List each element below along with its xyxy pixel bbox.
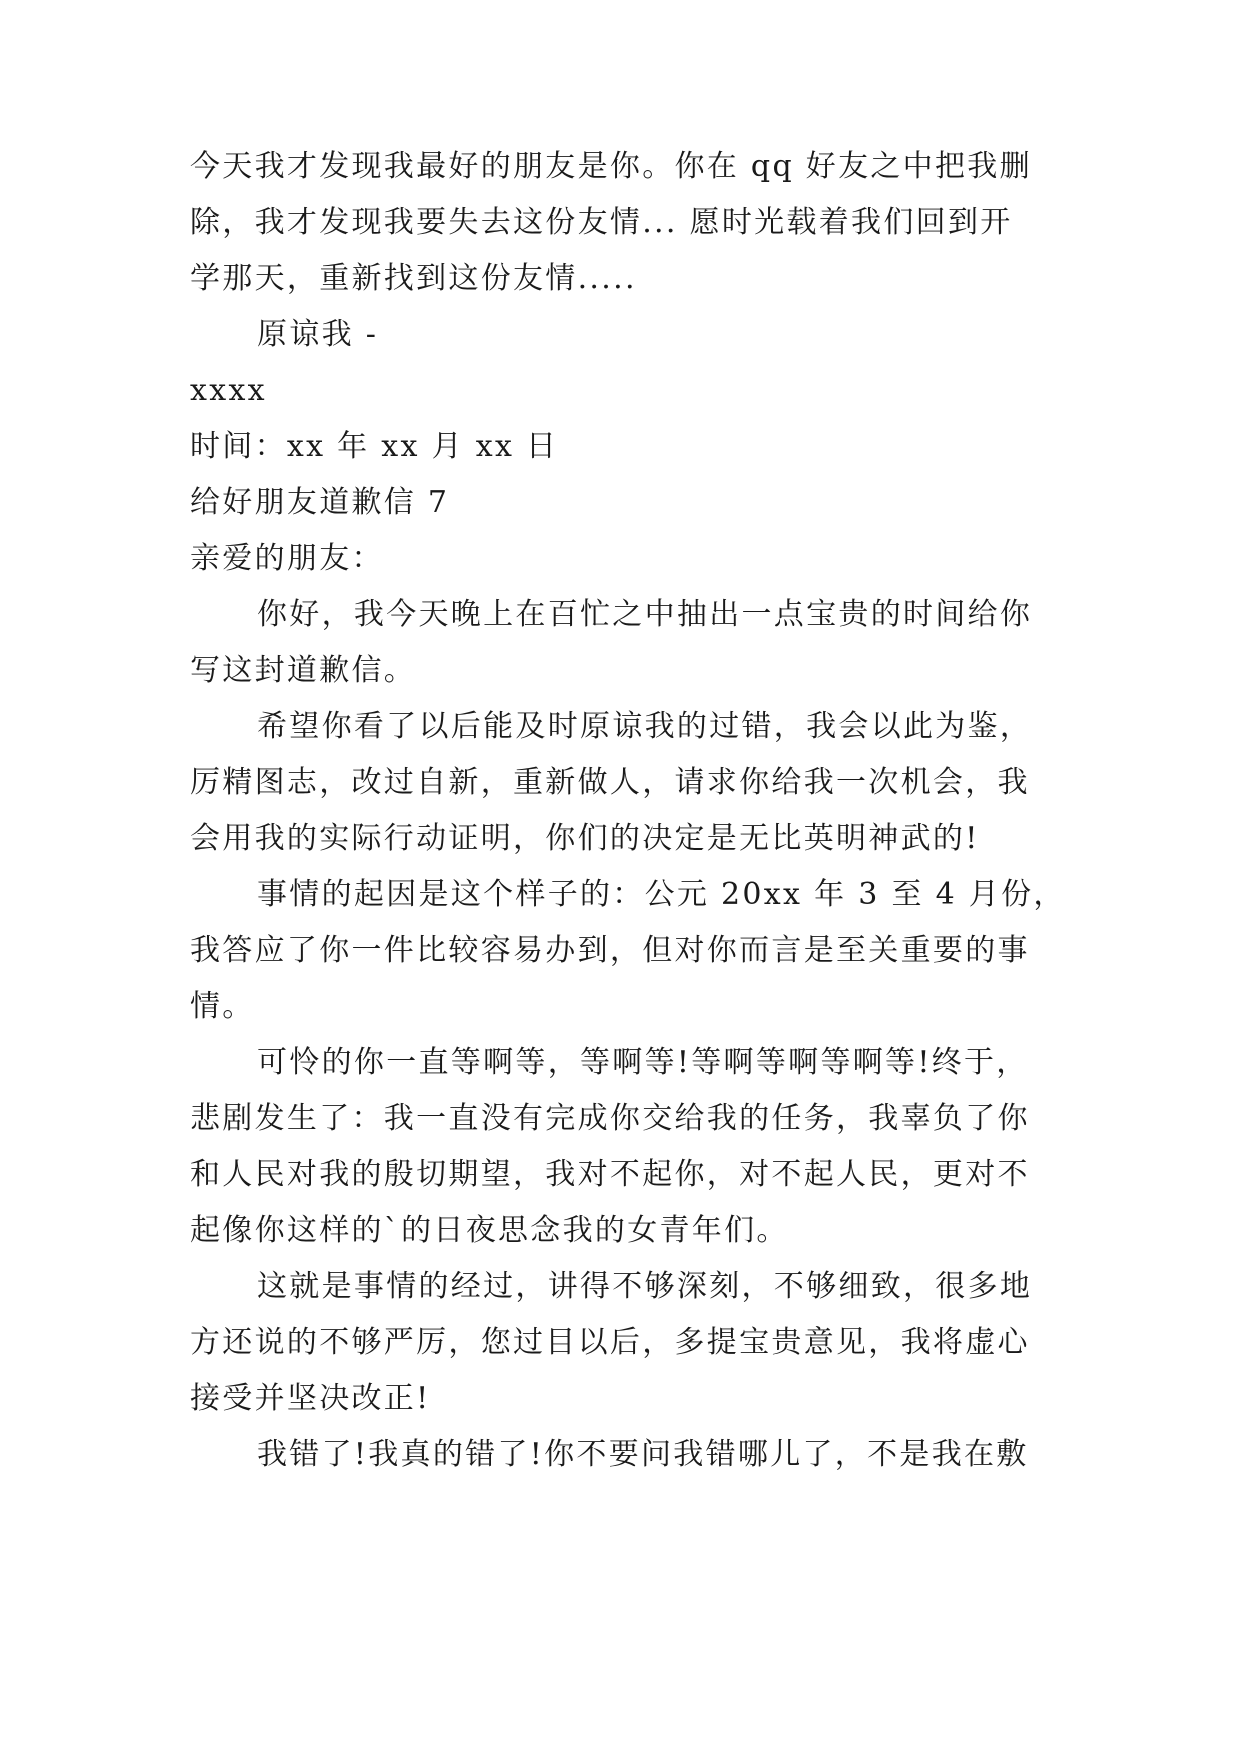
- letter-heading: 给好朋友道歉信 7: [190, 485, 450, 520]
- text-line: 厉精图志，改过自新，重新做人，请求你给我一次机会，我: [190, 765, 1030, 800]
- text-line: 情。: [190, 989, 255, 1024]
- text-line: 今天我才发现我最好的朋友是你。你在 qq 好友之中把我删: [190, 149, 1032, 184]
- date-line: 时间：xx 年 xx 月 xx 日: [190, 429, 559, 464]
- signature-line: 原谅我 -: [257, 317, 379, 352]
- text-line: 会用我的实际行动证明，你们的决定是无比英明神武的!: [190, 821, 980, 856]
- text-line: 你好，我今天晚上在百忙之中抽出一点宝贵的时间给你: [257, 597, 1033, 632]
- text-line: 接受并坚决改正!: [190, 1381, 431, 1416]
- author-name: xxxx: [190, 373, 267, 408]
- text-line: 事情的起因是这个样子的：公元 20xx 年 3 至 4 月份，: [257, 877, 1066, 912]
- text-line: 除，我才发现我要失去这份友情... 愿时光载着我们回到开: [190, 205, 1013, 240]
- text-line: 这就是事情的经过，讲得不够深刻，不够细致，很多地: [257, 1269, 1033, 1304]
- text-line: 我答应了你一件比较容易办到，但对你而言是至关重要的事: [190, 933, 1030, 968]
- text-line: 方还说的不够严厉，您过目以后，多提宝贵意见，我将虚心: [190, 1325, 1030, 1360]
- text-line: 写这封道歉信。: [190, 653, 417, 688]
- text-line: 学那天，重新找到这份友情.....: [190, 261, 637, 296]
- text-line: 悲剧发生了：我一直没有完成你交给我的任务，我辜负了你: [190, 1101, 1030, 1136]
- text-line: 和人民对我的殷切期望，我对不起你，对不起人民，更对不: [190, 1157, 1030, 1192]
- text-line: 起像你这样的`的日夜思念我的女青年们。: [190, 1213, 789, 1248]
- text-line: 我错了!我真的错了!你不要问我错哪儿了，不是我在敷: [257, 1437, 1029, 1472]
- text-line: 可怜的你一直等啊等，等啊等!等啊等啊等啊等!终于，: [257, 1045, 1029, 1080]
- salutation: 亲爱的朋友：: [190, 541, 384, 576]
- text-line: 希望你看了以后能及时原谅我的过错，我会以此为鉴，: [257, 709, 1033, 744]
